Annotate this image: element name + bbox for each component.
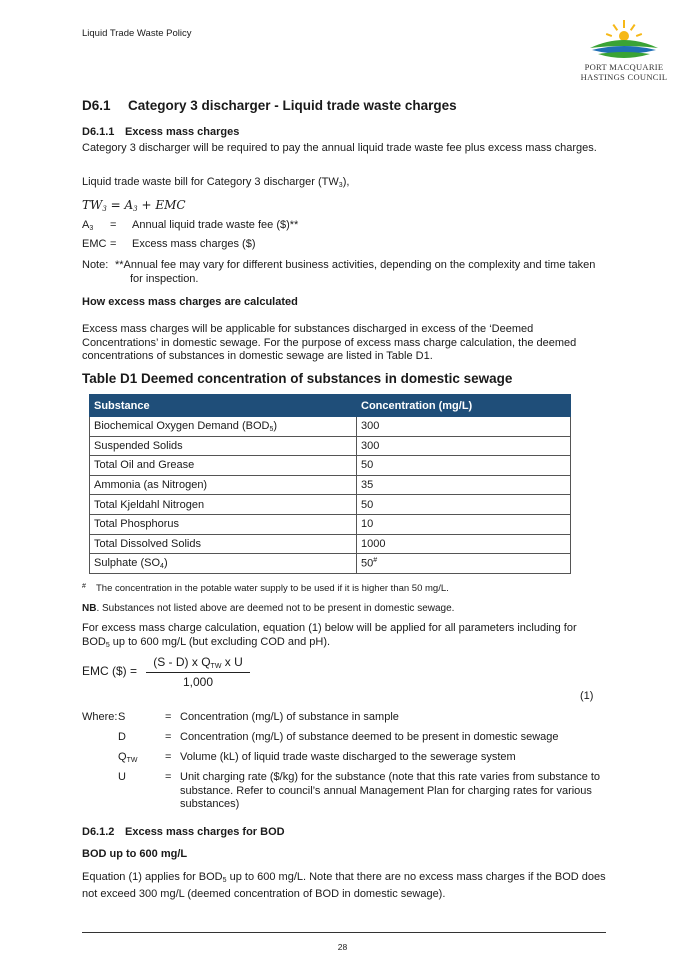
p4-text-a: For excess mass charge calculation, equation (1) below will be applied for all parameters including for BOD	[82, 622, 577, 648]
substance-name: Biochemical Oxygen Demand (BOD	[94, 419, 270, 432]
paragraph-bill	[82, 176, 612, 193]
def-text: Annual liquid trade waste fee ($)**	[132, 219, 299, 231]
where-var-s	[118, 711, 158, 723]
var-sub: TW	[126, 757, 138, 764]
def-key-sub: 3	[89, 225, 94, 232]
concentration-cell	[357, 436, 571, 456]
column-header-substance: Substance	[90, 395, 357, 417]
tw-rhs-b: + EMC	[137, 198, 186, 212]
def-text: Excess mass charges ($)	[132, 238, 256, 250]
concentration-value: 50	[361, 459, 374, 472]
emc-equation-lhs: EMC ($) =	[82, 664, 138, 678]
table-header-row	[90, 395, 571, 417]
concentration-value: 300	[361, 420, 380, 433]
where-var-u	[118, 771, 158, 783]
def-key: A	[82, 219, 90, 231]
substance-name: Suspended Solids	[94, 439, 183, 452]
concentration-cell	[357, 417, 571, 437]
table-footnote	[82, 583, 449, 594]
concentration-cell	[357, 456, 571, 476]
concentration-value: 50	[361, 557, 374, 570]
council-logo-text	[572, 62, 676, 82]
subsection-title-1: Excess mass charges	[125, 126, 240, 138]
table-row	[90, 475, 571, 495]
document-header-title: Liquid Trade Waste Policy	[82, 28, 192, 39]
nb-label: NB	[82, 603, 97, 614]
paragraph-equation-intro	[82, 622, 607, 652]
concentration-value: 10	[361, 518, 374, 531]
bill-text: Liquid trade waste bill for Category 3 discharger (TW	[82, 176, 339, 188]
footer-divider	[82, 932, 606, 933]
bill-sub: 3	[338, 182, 343, 189]
page-number: 28	[337, 942, 348, 952]
where-eq-u: =	[165, 771, 172, 783]
table-row	[90, 495, 571, 515]
concentration-cell	[357, 514, 571, 534]
tw-rhs-a: = A	[106, 198, 134, 212]
tw-formula	[82, 198, 186, 213]
substance-name-tail: )	[163, 556, 168, 569]
var-symbol: U	[118, 771, 126, 783]
nb-text: . Substances not listed above are deemed not to be present in domestic sewage.	[96, 603, 455, 614]
section-title: Category 3 discharger - Liquid trade waste charges	[128, 98, 457, 113]
substance-name: Total Oil and Grease	[94, 459, 195, 472]
deemed-concentration-table	[89, 394, 571, 574]
where-var-d	[118, 731, 158, 743]
concentration-value: 50	[361, 498, 374, 511]
equation-number: (1)	[580, 690, 594, 702]
tw-rhs-sub: 3	[133, 205, 138, 213]
p5-text-a: Equation (1) applies for BOD	[82, 871, 223, 883]
table-row	[90, 436, 571, 456]
substance-cell	[90, 417, 357, 437]
substance-cell	[90, 495, 357, 515]
concentration-cell	[357, 554, 571, 574]
substance-name: Ammonia (as Nitrogen)	[94, 479, 208, 492]
where-def-s: Concentration (mg/L) of substance in sample	[180, 711, 399, 723]
emc-equation-denominator: 1,000	[182, 675, 214, 689]
where-eq-d: =	[165, 731, 172, 743]
how-heading: How excess mass charges are calculated	[82, 296, 298, 308]
var-symbol: S	[118, 711, 126, 723]
var-symbol: Q	[118, 751, 127, 763]
column-header-concentration: Concentration (mg/L)	[357, 395, 571, 417]
definition-a3	[82, 219, 298, 232]
num-sub: TW	[210, 663, 222, 670]
num-b: x U	[221, 655, 243, 669]
paragraph-category3: Category 3 discharger will be required to pay the annual liquid trade waste fee plus excess mass charges.	[82, 142, 597, 154]
tw-lhs: TW	[82, 198, 103, 212]
note-body: **Annual fee may vary for different business activities, depending on the complexity and time taken for inspection.	[115, 259, 596, 285]
substance-name-tail: )	[273, 419, 278, 432]
definition-emc	[82, 238, 255, 250]
substance-cell	[90, 554, 357, 574]
num-a: (S - D) x Q	[153, 655, 211, 669]
note-label: Note:	[82, 259, 109, 271]
section-number: D6.1	[82, 98, 111, 113]
concentration-value: 300	[361, 439, 380, 452]
concentration-cell	[357, 534, 571, 554]
subsection-title-2: Excess mass charges for BOD	[125, 826, 285, 838]
logo-line-1: PORT MACQUARIE	[584, 62, 664, 72]
paragraph-bod	[82, 871, 607, 901]
table-caption: Table D1 Deemed concentration of substances in domestic sewage	[82, 371, 513, 386]
footnote-text: The concentration in the potable water supply to be used if it is higher than 50 mg/L.	[96, 583, 449, 594]
concentration-cell	[357, 495, 571, 515]
subsection-number-1: D6.1.1	[82, 126, 115, 138]
nb-note	[82, 602, 612, 616]
concentration-cell	[357, 475, 571, 495]
var-symbol: D	[118, 731, 126, 743]
substance-cell	[90, 436, 357, 456]
where-var-q	[118, 751, 158, 764]
p5-sub: 5	[222, 877, 227, 884]
substance-cell	[90, 514, 357, 534]
tw-lhs-sub: 3	[102, 205, 107, 213]
substance-cell	[90, 456, 357, 476]
note-text	[115, 259, 605, 286]
table-row	[90, 514, 571, 534]
subsection-heading-2	[82, 826, 285, 838]
concentration-footnote-mark: #	[373, 557, 378, 565]
table-row	[90, 417, 571, 437]
where-eq-s: =	[165, 711, 172, 723]
concentration-value: 35	[361, 479, 374, 492]
substance-cell	[90, 534, 357, 554]
fraction-line	[146, 672, 250, 673]
substance-name: Total Kjeldahl Nitrogen	[94, 498, 205, 511]
substance-name: Total Phosphorus	[94, 518, 179, 531]
def-eq: =	[110, 219, 117, 231]
table-row	[90, 554, 571, 574]
footnote-mark: #	[82, 583, 86, 590]
def-eq: =	[110, 238, 117, 250]
paragraph-excess: Excess mass charges will be applicable for substances discharged in excess of the ‘Deemed Concentrations’ in domestic sewage. For the purpose of excess mass charge calculation, the deemed concentrations of substances in domestic sewage are listed in Table D1.	[82, 323, 577, 362]
p4-sub: 5	[105, 641, 110, 649]
emc-equation-numerator	[146, 655, 250, 670]
p4-text-b: up to 600 mg/L (but excluding COD and pH).	[109, 635, 331, 648]
table-row	[90, 534, 571, 554]
table-row	[90, 456, 571, 476]
bod-heading: BOD up to 600 mg/L	[82, 848, 188, 860]
substance-name: Sulphate (SO	[94, 556, 161, 569]
concentration-value: 1000	[361, 537, 386, 550]
where-def-u: Unit charging rate ($/kg) for the substance (note that this rate varies from substance to substance. Refer to council’s annual Management Plan for charging rates for various substances)	[180, 771, 601, 810]
where-eq-q: =	[165, 751, 172, 763]
subsection-number-2: D6.1.2	[82, 826, 115, 838]
section-heading	[82, 98, 457, 113]
substance-subscript: 4	[160, 562, 164, 570]
where-label: Where:	[82, 711, 118, 723]
where-def-d: Concentration (mg/L) of substance deemed to be present in domestic sewage	[180, 731, 559, 743]
substance-cell	[90, 475, 357, 495]
where-def-q: Volume (kL) of liquid trade waste discharged to the sewerage system	[180, 751, 516, 763]
substance-subscript: 5	[269, 425, 274, 433]
p5-text-b: up to 600 mg/L. Note that there are no excess mass charges if the BOD does not exceed 300 mg/L (deemed concentration of BOD in domestic sewage).	[82, 871, 606, 900]
substance-name: Total Dissolved Solids	[94, 537, 201, 550]
subsection-heading-1	[82, 126, 239, 138]
logo-line-2: HASTINGS COUNCIL	[580, 72, 668, 82]
def-key: EMC	[82, 238, 107, 250]
bill-text-end: ),	[342, 176, 350, 188]
